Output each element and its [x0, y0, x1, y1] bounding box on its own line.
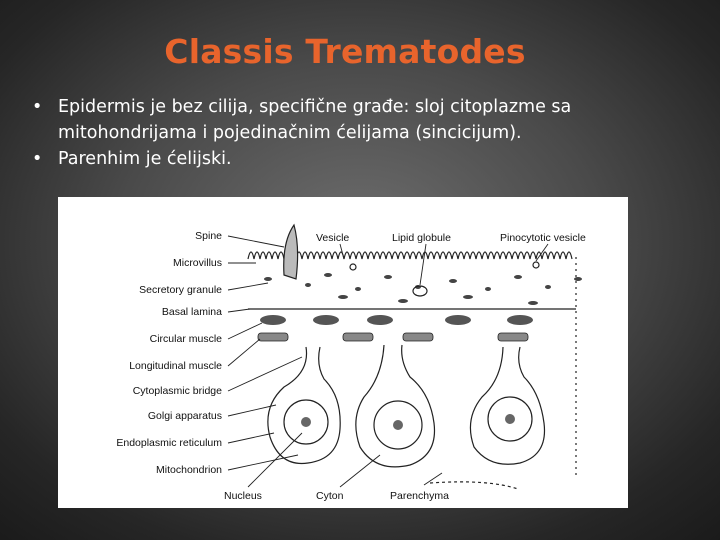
label-parenchyma: Parenchyma — [390, 490, 449, 502]
label-spine: Spine — [195, 230, 222, 242]
parenchyma-boundary — [430, 482, 518, 489]
label-longitudinal-muscle: Longitudinal muscle — [129, 360, 222, 372]
label-lipid-globule: Lipid globule — [392, 232, 451, 244]
label-basal-lamina: Basal lamina — [161, 306, 222, 318]
label-pinocytotic-vesicle: Pinocytotic vesicle — [500, 232, 586, 244]
pinocytotic-vesicle — [533, 262, 539, 268]
cyton — [470, 347, 544, 464]
cyton — [268, 347, 340, 463]
label-cyton: Cyton — [316, 490, 344, 502]
slide-title: Classis Trematodes — [164, 32, 526, 71]
vesicle — [350, 264, 356, 270]
label-microvillus: Microvillus — [172, 257, 222, 269]
tegument-diagram-svg — [58, 197, 628, 508]
label-cytoplasmic-bridge: Cytoplasmic bridge — [132, 385, 222, 397]
cyton — [356, 345, 435, 467]
tegument-diagram — [58, 197, 628, 508]
label-endoplasmic-reticulum: Endoplasmic reticulum — [116, 437, 222, 449]
bullet-list — [30, 94, 690, 172]
label-nucleus: Nucleus — [224, 490, 262, 502]
bullet-text: Epidermis je bez cilija, specifične građe: sloj citoplazme sa mitohondrijama i pojedinačnim ćelijama (sincicijum). — [58, 97, 572, 143]
bullet-marker: • — [32, 97, 43, 117]
bullet-marker: • — [32, 149, 43, 169]
label-golgi-apparatus: Golgi apparatus — [147, 410, 222, 422]
label-vesicle: Vesicle — [316, 232, 350, 244]
bullet-text: Parenhim je ćelijski. — [58, 149, 232, 169]
syncytium-granules — [264, 273, 582, 305]
circular-muscle — [260, 315, 533, 325]
label-mitochondrion: Mitochondrion — [156, 464, 222, 476]
spine — [284, 225, 298, 279]
bullet-item — [30, 94, 690, 146]
bullet-item — [30, 146, 690, 172]
longitudinal-muscle — [258, 333, 528, 341]
label-secretory-granule: Secretory granule — [139, 284, 222, 296]
label-circular-muscle: Circular muscle — [149, 333, 222, 345]
